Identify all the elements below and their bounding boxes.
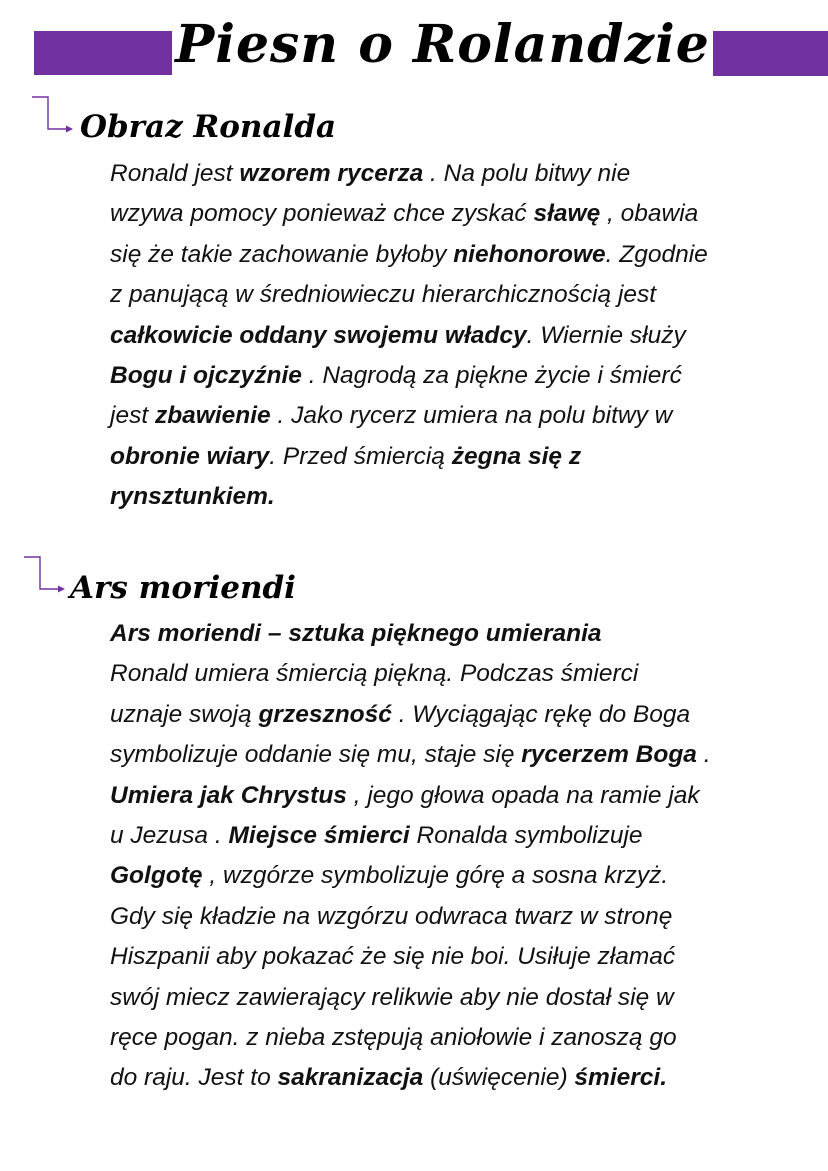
bold-phrase: rycerzem Boga (521, 741, 697, 769)
title-decor-bar-right (713, 31, 828, 76)
text-run: symbolizuje oddanie się mu, staje się (110, 741, 522, 769)
text-line (110, 356, 810, 396)
text-line (110, 937, 810, 977)
text-run: . Przed śmiercią (269, 442, 452, 470)
text-run: uznaje swoją (110, 700, 259, 728)
bold-phrase: Miejsce śmierci (228, 822, 410, 850)
section-1-arrow-icon (30, 96, 76, 136)
text-run: (uświęcenie) (423, 1064, 575, 1092)
text-run: . (696, 741, 711, 769)
text-run: ręce pogan. z nieba zstępują aniołowie i zanoszą go (110, 1024, 677, 1052)
text-line (110, 1018, 810, 1058)
page-title: Piesn o Rolandzie (175, 14, 710, 75)
text-line (110, 235, 810, 275)
text-line (110, 978, 810, 1018)
section-2-paragraph (110, 614, 810, 1099)
section-heading-ars-moriendi: Ars moriendi (70, 570, 296, 606)
bold-phrase: całkowicie oddany swojemu władcy (110, 321, 527, 349)
text-line (110, 856, 810, 896)
text-line (110, 477, 810, 517)
title-decor-bar-left (34, 31, 172, 75)
bold-phrase: Bogu i ojczyźnie (110, 362, 302, 390)
text-run: . Wiernie służy (526, 321, 686, 349)
bold-phrase: Umiera jak Chrystus (110, 781, 347, 809)
text-run: . Jako rycerz umiera na polu bitwy w (270, 402, 673, 430)
bold-phrase: obronie wiary (110, 442, 270, 470)
text-run: Ronald umiera śmiercią piękną. Podczas śmierci (110, 660, 639, 688)
bold-phrase: śmierci. (574, 1064, 668, 1092)
bold-phrase: grzeszność (258, 700, 392, 728)
text-line (110, 897, 810, 937)
text-line (110, 614, 810, 654)
bold-phrase: Golgotę (110, 862, 203, 890)
text-run: z panującą w średniowieczu hierarchicznością jest (110, 281, 657, 309)
text-run: . Zgodnie (605, 240, 708, 268)
text-run: . Nagrodą za piękne życie i śmierć (301, 362, 682, 390)
bold-phrase: rynsztunkiem. (110, 483, 275, 511)
text-line (110, 275, 810, 315)
text-run: , wzgórze symbolizuje górę a sosna krzyż. (202, 862, 669, 890)
text-run: do raju. Jest to (110, 1064, 278, 1092)
bold-phrase: żegna się z (451, 442, 582, 470)
text-line (110, 816, 810, 856)
bold-phrase: Ars moriendi – sztuka pięknego umierania (110, 620, 602, 647)
text-run: Ronalda symbolizuje (409, 822, 643, 850)
text-run: u Jezusa . (110, 822, 229, 850)
text-line (110, 396, 810, 436)
text-line (110, 1058, 810, 1098)
text-run: się że takie zachowanie byłoby (110, 240, 454, 268)
text-run: . Wyciągając rękę do Boga (391, 700, 691, 728)
text-run: Gdy się kładzie na wzgórzu odwraca twarz w stronę (110, 902, 673, 930)
text-run: swój miecz zawierający relikwie aby nie dostał się w (110, 983, 674, 1011)
section-1-paragraph (110, 154, 810, 518)
text-line (110, 735, 810, 775)
text-line (110, 437, 810, 477)
text-run: jest (110, 402, 155, 430)
text-line (110, 695, 810, 735)
text-line (110, 316, 810, 356)
bold-phrase: sławę (533, 200, 601, 228)
text-line (110, 776, 810, 816)
text-line (110, 194, 810, 234)
section-heading-obraz-ronalda: Obraz Ronalda (80, 109, 337, 145)
bold-phrase: wzorem rycerza (239, 160, 424, 187)
bold-phrase: sakranizacja (277, 1064, 424, 1092)
text-run: , jego głowa opada na ramie jak (346, 781, 700, 809)
text-run: , obawia (600, 200, 699, 228)
text-line (110, 654, 810, 694)
text-run: wzywa pomocy ponieważ chce zyskać (110, 200, 534, 228)
bold-phrase: zbawienie (154, 402, 271, 430)
section-2-arrow-icon (22, 556, 68, 596)
text-line (110, 154, 810, 194)
text-run: . Na polu bitwy nie (423, 160, 631, 187)
bold-phrase: niehonorowe (453, 240, 606, 268)
text-run: Hiszpanii aby pokazać że się nie boi. Usiłuje złamać (110, 943, 676, 971)
text-run: Ronald jest (110, 160, 240, 187)
